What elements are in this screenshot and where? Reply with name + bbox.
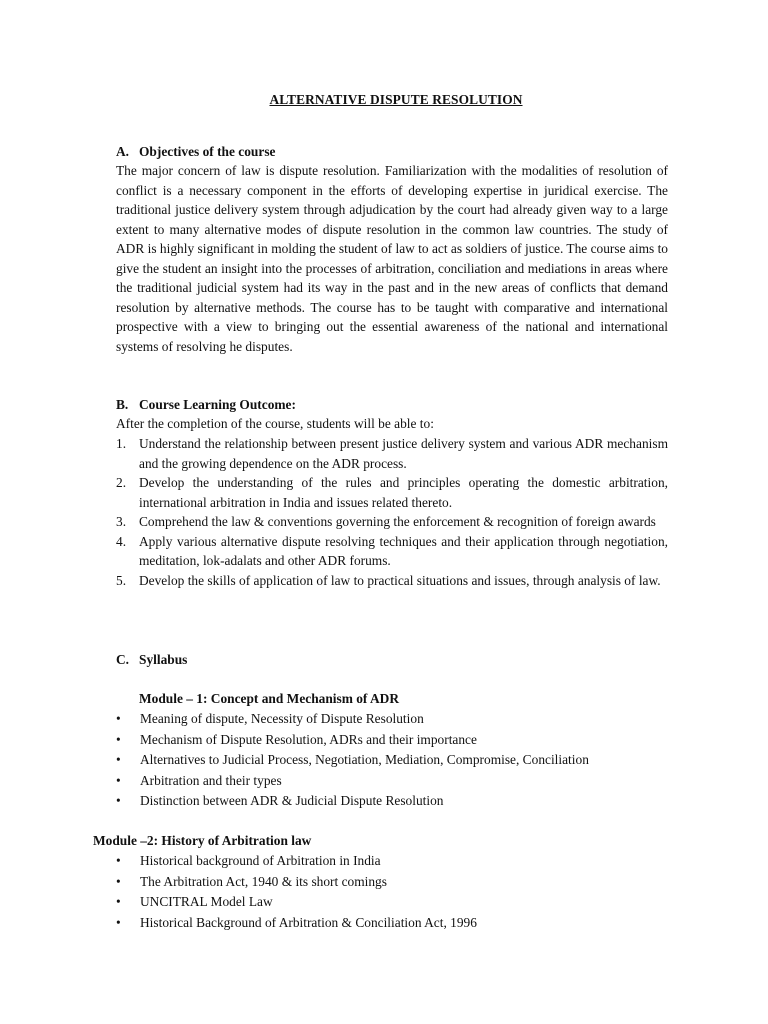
bullet-icon: • xyxy=(116,914,121,930)
outcome-text: Develop the understanding of the rules and principles operating the domestic arbitration, international arbitration in India and issues related thereto. xyxy=(139,475,668,510)
list-item xyxy=(116,709,589,730)
list-item xyxy=(116,730,589,751)
outcome-number: 5. xyxy=(116,572,127,588)
bullet-icon: • xyxy=(116,752,121,768)
bullet-icon: • xyxy=(116,853,121,868)
module-2-list xyxy=(116,851,477,933)
list-item xyxy=(116,851,477,872)
outcome-text: Understand the relationship between present justice delivery system and various ADR mechanism and the growing dependence on the ADR process. xyxy=(139,436,668,471)
list-item-text: Alternatives to Judicial Process, Negotiation, Mediation, Compromise, Conciliation xyxy=(140,752,589,768)
section-a-letter: A. xyxy=(116,144,130,159)
list-item-text: Distinction between ADR & Judicial Dispute Resolution xyxy=(140,793,444,809)
document-title: ALTERNATIVE DISPUTE RESOLUTION xyxy=(269,92,523,107)
outcome-item xyxy=(116,512,668,532)
list-item xyxy=(116,791,589,812)
outcome-text: Develop the skills of application of law to practical situations and issues, through analysis of law. xyxy=(139,572,661,588)
bullet-icon: • xyxy=(116,873,121,889)
bullet-icon: • xyxy=(116,793,121,809)
section-a-heading xyxy=(116,142,275,162)
bullet-icon: • xyxy=(116,772,121,788)
outcome-item xyxy=(116,473,668,512)
outcome-item xyxy=(116,434,668,473)
module-1-list xyxy=(116,709,589,812)
outcome-intro: After the completion of the course, students will be able to: xyxy=(116,416,434,431)
outcome-number: 1. xyxy=(116,436,127,451)
module-1-title: Module – 1: Concept and Mechanism of ADR xyxy=(139,691,399,706)
section-c-heading-text: Syllabus xyxy=(139,652,188,667)
bullet-icon: • xyxy=(116,711,121,726)
section-b-heading-text: Course Learning Outcome: xyxy=(139,397,296,412)
list-item-text: UNCITRAL Model Law xyxy=(140,894,273,910)
section-b-heading xyxy=(116,395,296,415)
objectives-paragraph: The major concern of law is dispute resolution. Familiarization with the modalities of resolution of conflict is a necessary component in the efforts of developing expertise in juridical exercise. The traditional justice delivery system through adjudication by the court had already given way to a large extent to many alternative modes of dispute resolution in the common law countries. The study of ADR is highly significant in molding the student of law to act as soldiers of justice. The course aims to give the student an insight into the processes of arbitration, conciliation and mediations in areas where the traditional judicial system had its way in the past and in the new areas of conflicts that demand resolution by alternative methods. The course has to be taught with comparative and international prospective with a view to bringing out the essential awareness of the national and international systems of resolving he disputes. xyxy=(116,163,668,354)
list-item xyxy=(116,913,477,934)
section-a-heading-text: Objectives of the course xyxy=(139,144,276,159)
outcome-item xyxy=(116,532,668,571)
outcome-item xyxy=(116,571,668,591)
section-c-heading xyxy=(116,650,187,670)
list-item-text: Historical background of Arbitration in India xyxy=(140,853,381,868)
list-item-text: The Arbitration Act, 1940 & its short comings xyxy=(140,873,387,889)
list-item xyxy=(116,750,589,771)
outcome-number: 4. xyxy=(116,533,127,549)
outcome-text: Apply various alternative dispute resolving techniques and their application through negotiation, meditation, lok-adalats and other ADR forums. xyxy=(139,533,668,568)
list-item-text: Mechanism of Dispute Resolution, ADRs and their importance xyxy=(140,731,477,747)
section-b-letter: B. xyxy=(116,397,129,412)
outcome-number: 2. xyxy=(116,475,127,490)
outcome-list xyxy=(116,434,668,590)
outcome-text: Comprehend the law & conventions governing the enforcement & recognition of foreign awards xyxy=(139,514,656,529)
bullet-icon: • xyxy=(116,731,121,747)
list-item xyxy=(116,771,589,792)
list-item-text: Historical Background of Arbitration & Conciliation Act, 1996 xyxy=(140,914,477,930)
list-item xyxy=(116,872,477,893)
list-item xyxy=(116,892,477,913)
list-item-text: Meaning of dispute, Necessity of Dispute Resolution xyxy=(140,711,424,726)
section-c-letter: C. xyxy=(116,652,130,667)
bullet-icon: • xyxy=(116,894,121,910)
list-item-text: Arbitration and their types xyxy=(140,772,282,788)
outcome-number: 3. xyxy=(116,514,127,529)
module-2-title: Module –2: History of Arbitration law xyxy=(93,833,312,848)
